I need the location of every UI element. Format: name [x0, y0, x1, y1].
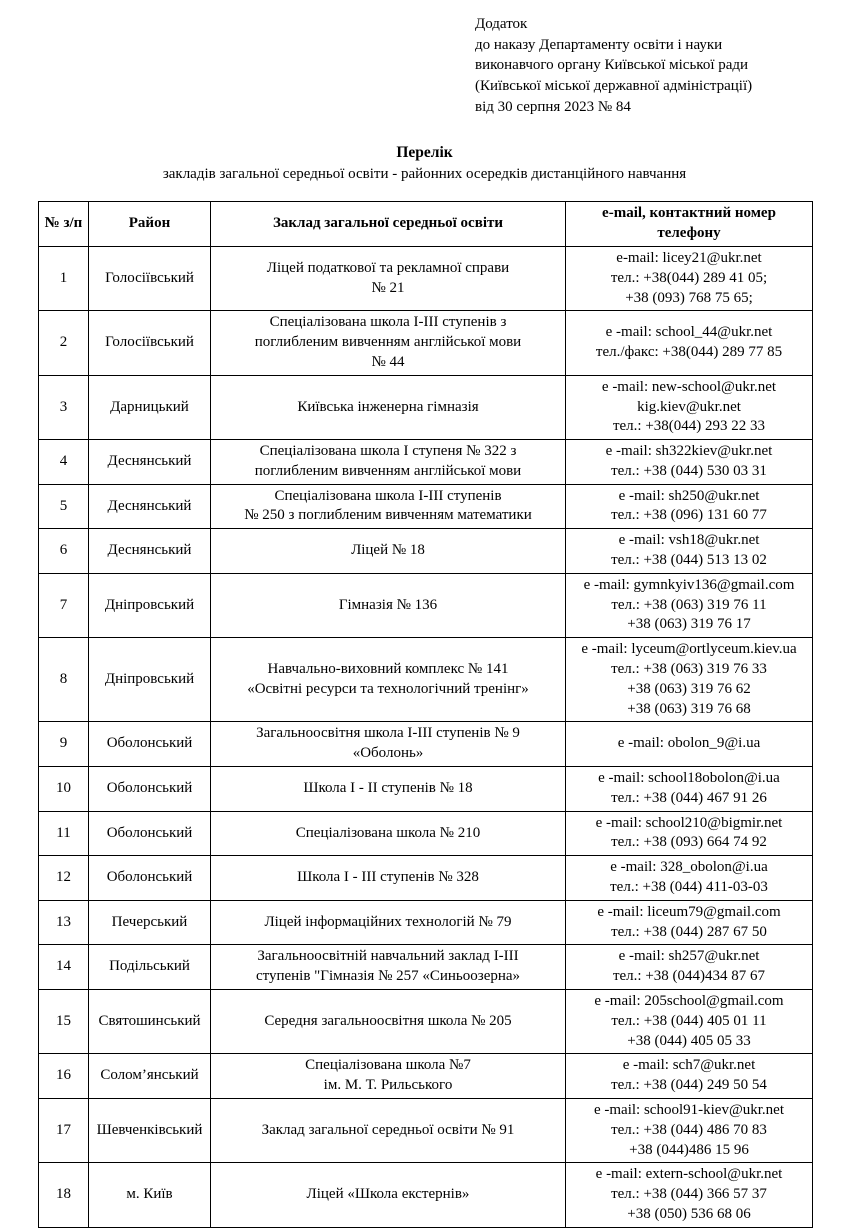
text-line: 12 [56, 869, 71, 886]
text-line: тел.: +38 (044) 287 67 50 [611, 923, 767, 940]
appendix-line: до наказу Департаменту освіти і науки [475, 36, 723, 53]
text-line: Заклад загальної середньої освіти № 91 [261, 1121, 515, 1138]
text-line: 11 [56, 824, 71, 841]
cell-number [39, 767, 89, 812]
text-line: тел.: +38 (063) 319 76 11 [611, 596, 767, 613]
cell-number [39, 900, 89, 945]
text-line: 14 [56, 958, 71, 975]
table-row [39, 1099, 813, 1163]
text-line: e -mail: obolon_9@i.ua [617, 735, 761, 752]
text-line: e -mail: new-school@ukr.net [601, 378, 777, 395]
schools-table [38, 201, 813, 1227]
text-line: Школа І - ІІ ступенів № 18 [303, 779, 473, 796]
cell-school [211, 573, 566, 637]
cell-school [211, 638, 566, 722]
cell-district [89, 811, 211, 856]
text-line: Ліцей інформаційних технологій № 79 [264, 913, 512, 930]
cell-school [211, 1054, 566, 1099]
cell-number [39, 1099, 89, 1163]
table-row [39, 440, 813, 485]
cell-number [39, 311, 89, 375]
text-line: Деснянський [107, 497, 192, 514]
column-header-number: № з/п [39, 202, 89, 247]
text-line: +38 (093) 768 75 65; [625, 289, 753, 306]
text-line: Деснянський [107, 452, 192, 469]
text-line: тел.: +38 (063) 319 76 33 [611, 661, 767, 678]
cell-school [211, 311, 566, 375]
text-line: 4 [59, 452, 68, 469]
text-line: 8 [59, 670, 68, 687]
text-line: № 21 [371, 279, 405, 296]
text-line: e -mail: 205school@gmail.com [594, 993, 784, 1010]
text-line: Подільський [109, 958, 190, 975]
appendix-line: виконавчого органу Київської міської ради [475, 57, 749, 74]
cell-number [39, 722, 89, 767]
cell-number [39, 375, 89, 439]
text-line: Гімназія № 136 [338, 596, 438, 613]
text-line: e -mail: school91-kiev@ukr.net [593, 1102, 785, 1118]
cell-contact [566, 440, 813, 485]
text-line: e -mail: gymnkyiv136@gmail.com [583, 576, 795, 593]
text-line: Печерський [111, 913, 188, 930]
text-line: поглибленим вивченням англійської мови [254, 462, 522, 479]
cell-contact [566, 573, 813, 637]
text-line: 10 [56, 779, 71, 796]
table-header [39, 202, 813, 247]
text-line: Оболонський [106, 779, 193, 796]
text-line: ступенів "Гімназія № 257 «Синьоозерна» [255, 968, 521, 985]
cell-number [39, 246, 89, 310]
table-row [39, 484, 813, 529]
cell-number [39, 1163, 89, 1227]
table-row [39, 767, 813, 812]
text-line: тел.: +38 (044) 405 01 11 [611, 1012, 767, 1029]
text-line: Шевченківський [96, 1121, 203, 1138]
column-header-school: Заклад загальної середньої освіти [211, 202, 566, 247]
text-line: 17 [56, 1121, 71, 1138]
text-line: Спеціалізована школа №7 [305, 1057, 471, 1074]
text-line: Дніпровський [104, 670, 195, 687]
cell-school [211, 375, 566, 439]
cell-number [39, 945, 89, 990]
cell-contact [566, 1099, 813, 1163]
column-header-contact: e-mail, контактний номер телефону [566, 202, 813, 247]
cell-district [89, 573, 211, 637]
text-line: e -mail: sch7@ukr.net [622, 1057, 756, 1074]
text-line: Ліцей «Школа екстернів» [306, 1186, 470, 1203]
text-line: e -mail: extern-school@ukr.net [595, 1166, 783, 1183]
text-line: e -mail: sh257@ukr.net [618, 948, 760, 965]
text-line: тел.: +38 (044) 486 70 83 [611, 1121, 767, 1138]
cell-contact [566, 1163, 813, 1227]
text-line: Спеціалізована школа І-ІІІ ступенів [274, 487, 502, 504]
text-line: «Оболонь» [352, 745, 424, 762]
cell-district [89, 484, 211, 529]
text-line: e -mail: 328_obolon@i.ua [610, 859, 768, 876]
cell-district [89, 722, 211, 767]
table-row [39, 990, 813, 1054]
text-line: 9 [59, 735, 68, 752]
cell-school [211, 246, 566, 310]
cell-district [89, 1054, 211, 1099]
table-row [39, 638, 813, 722]
text-line: e -mail: vsh18@ukr.net [618, 532, 760, 549]
text-line: Святошинський [98, 1012, 201, 1029]
text-line: 3 [59, 398, 68, 415]
cell-school [211, 484, 566, 529]
text-line: e -mail: school210@bigmir.net [595, 814, 783, 831]
text-line: Спеціалізована школа № 210 [295, 824, 481, 841]
cell-number [39, 529, 89, 574]
cell-number [39, 484, 89, 529]
text-line: Школа І - ІІІ ступенів № 328 [297, 869, 479, 886]
cell-district [89, 1163, 211, 1227]
cell-district [89, 375, 211, 439]
text-line: Деснянський [107, 542, 192, 559]
text-line: Оболонський [106, 735, 193, 752]
text-line: e -mail: sh322kiev@ukr.net [605, 443, 773, 460]
cell-school [211, 767, 566, 812]
text-line: e -mail: school_44@ukr.net [605, 324, 773, 341]
table-row [39, 811, 813, 856]
table-row [39, 529, 813, 574]
cell-contact [566, 529, 813, 574]
appendix-line: від 30 серпня 2023 № 84 [475, 98, 631, 115]
cell-number [39, 440, 89, 485]
cell-school [211, 440, 566, 485]
cell-district [89, 945, 211, 990]
cell-number [39, 573, 89, 637]
cell-district [89, 311, 211, 375]
cell-school [211, 529, 566, 574]
text-line: 16 [56, 1067, 71, 1084]
text-line: Ліцей № 18 [351, 542, 425, 559]
table-row [39, 945, 813, 990]
cell-district [89, 440, 211, 485]
table-row [39, 722, 813, 767]
text-line: Спеціалізована школа І ступеня № 322 з [259, 443, 517, 460]
cell-school [211, 722, 566, 767]
text-line: тел.: +38 (044)434 87 67 [612, 968, 766, 985]
text-line: +38 (044) 405 05 33 [627, 1032, 751, 1049]
text-line: +38 (063) 319 76 17 [627, 616, 751, 633]
cell-school [211, 811, 566, 856]
cell-district [89, 856, 211, 901]
text-line: 13 [56, 913, 71, 930]
text-line: Київська інженерна гімназія [297, 398, 479, 415]
table-row [39, 375, 813, 439]
text-line: +38 (063) 319 76 62 [627, 680, 751, 697]
text-line: 7 [59, 596, 68, 613]
table-row [39, 311, 813, 375]
appendix-line: Додаток [475, 16, 528, 32]
text-line: тел.: +38 (044) 513 13 02 [611, 552, 767, 569]
text-line: e -mail: lyceum@ortlyceum.kiev.ua [581, 641, 797, 658]
text-line: Дніпровський [104, 596, 195, 613]
text-line: +38 (063) 319 76 68 [627, 700, 751, 717]
text-line: 1 [59, 269, 68, 286]
cell-school [211, 1099, 566, 1163]
cell-school [211, 1163, 566, 1227]
cell-contact [566, 990, 813, 1054]
cell-contact [566, 638, 813, 722]
cell-school [211, 900, 566, 945]
text-line: e -mail: school18obolon@i.ua [598, 770, 780, 787]
cell-number [39, 1054, 89, 1099]
table-row [39, 1054, 813, 1099]
text-line: +38 (050) 536 68 06 [627, 1205, 751, 1222]
text-line: Навчально-виховний комплекс № 141 [267, 661, 509, 678]
cell-district [89, 990, 211, 1054]
cell-school [211, 990, 566, 1054]
table-body [39, 246, 813, 1227]
cell-contact [566, 246, 813, 310]
cell-number [39, 811, 89, 856]
cell-contact [566, 856, 813, 901]
text-line: Оболонський [106, 824, 193, 841]
text-line: +38 (044)486 15 96 [629, 1141, 749, 1158]
cell-contact [566, 484, 813, 529]
text-line: Голосіївський [105, 269, 194, 286]
text-line: Ліцей податкової та рекламної справи [266, 259, 510, 276]
cell-number [39, 990, 89, 1054]
text-line: 18 [56, 1186, 71, 1203]
title-main: Перелік [396, 144, 453, 162]
cell-number [39, 856, 89, 901]
text-line: Загальноосвітній навчальний заклад І-ІІІ [257, 948, 519, 965]
text-line: 6 [59, 542, 68, 559]
text-line: 15 [56, 1012, 71, 1029]
text-line: тел.: +38(044) 289 41 05; [610, 269, 768, 286]
appendix-line: (Київської міської державної адміністрації) [475, 78, 753, 95]
text-line: Спеціалізована школа І-ІІІ ступенів з [269, 314, 507, 331]
column-header-district: Район [89, 202, 211, 247]
cell-contact [566, 722, 813, 767]
table-row [39, 856, 813, 901]
text-line: Середня загальноосвітня школа № 205 [264, 1012, 512, 1029]
text-line: ім. М. Т. Рильського [323, 1077, 453, 1094]
cell-district [89, 767, 211, 812]
cell-contact [566, 311, 813, 375]
text-line: Голосіївський [105, 334, 194, 351]
text-line: № 250 з поглибленим вивченням математики [244, 507, 532, 524]
text-line: тел.: +38 (044) 366 57 37 [611, 1186, 767, 1203]
table-row [39, 1163, 813, 1227]
table-row [39, 246, 813, 310]
text-line: Дарницький [110, 398, 189, 415]
text-line: e -mail: liceum79@gmail.com [597, 903, 781, 920]
table-row [39, 900, 813, 945]
cell-district [89, 1099, 211, 1163]
cell-contact [566, 767, 813, 812]
text-line: м. Київ [126, 1186, 173, 1203]
text-line: Солом’янський [100, 1067, 199, 1084]
cell-contact [566, 900, 813, 945]
text-line: e-mail: licey21@ukr.net [616, 249, 762, 266]
text-line: тел.: +38 (093) 664 74 92 [611, 834, 767, 851]
cell-school [211, 856, 566, 901]
text-line: тел./факс: +38(044) 289 77 85 [595, 344, 783, 360]
text-line: 2 [59, 334, 68, 351]
text-line: e -mail: sh250@ukr.net [618, 487, 760, 504]
text-line: тел.: +38 (044) 467 91 26 [611, 789, 767, 806]
cell-contact [566, 1054, 813, 1099]
text-line: Загальноосвітня школа І-ІІІ ступенів № 9 [256, 725, 520, 742]
text-line: тел.: +38 (044) 249 50 54 [611, 1077, 767, 1094]
text-line: Оболонський [106, 869, 193, 886]
cell-district [89, 638, 211, 722]
cell-district [89, 529, 211, 574]
text-line: «Освітні ресурси та технологічний тренінг» [247, 680, 529, 697]
text-line: тел.: +38 (044) 411-03-03 [610, 879, 768, 896]
title-subtitle: закладів загальної середньої освіти - районних осередків дистанційного навчання [162, 165, 687, 182]
text-line: поглибленим вивченням англійської мови [254, 334, 522, 351]
cell-district [89, 246, 211, 310]
appendix-header [475, 14, 849, 117]
text-line: № 44 [371, 353, 405, 370]
text-line: kig.kiev@ukr.net [637, 398, 741, 415]
text-line: 5 [59, 497, 68, 514]
text-line: тел.: +38(044) 293 22 33 [612, 418, 766, 435]
text-line: тел.: +38 (044) 530 03 31 [611, 462, 767, 479]
document-title [0, 143, 849, 185]
cell-contact [566, 945, 813, 990]
header-row [39, 202, 813, 247]
text-line: тел.: +38 (096) 131 60 77 [611, 507, 767, 524]
cell-district [89, 900, 211, 945]
cell-contact [566, 811, 813, 856]
table-row [39, 573, 813, 637]
cell-number [39, 638, 89, 722]
cell-contact [566, 375, 813, 439]
cell-school [211, 945, 566, 990]
